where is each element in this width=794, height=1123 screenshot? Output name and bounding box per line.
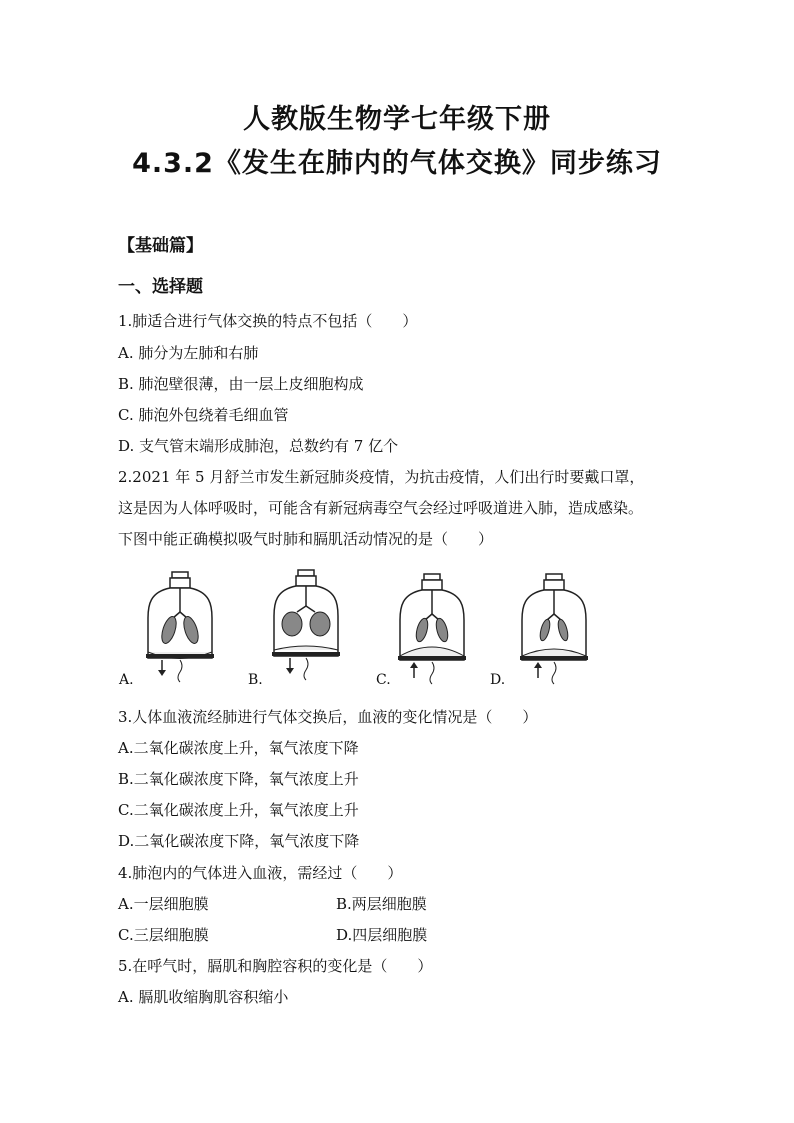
q4-option-d: D.四层细胞膜 <box>336 926 428 944</box>
bell-jar-figure-b <box>266 568 346 683</box>
bell-jar-figure-a <box>140 570 220 685</box>
figure-label-c: C. <box>376 672 391 688</box>
q2-stem-line3: 下图中能正确模拟吸气时肺和膈肌活动情况的是（ ） <box>118 530 494 548</box>
figure-label-b: B. <box>248 672 263 688</box>
q4-option-c: C.三层细胞膜 <box>118 926 209 944</box>
q3-option-d: D.二氧化碳浓度下降，氧气浓度下降 <box>118 832 360 850</box>
q2-stem-line2: 这是因为人体呼吸时，可能含有新冠病毒空气会经过呼吸道进入肺，造成感染。 <box>118 499 644 517</box>
q3-stem: 3.人体血液流经肺进行气体交换后，血液的变化情况是（ ） <box>118 708 538 726</box>
part-heading: 一、选择题 <box>118 277 203 297</box>
q5-option-a: A. 膈肌收缩胸肌容积缩小 <box>118 988 289 1006</box>
doc-title-line1: 人教版生物学七年级下册 <box>243 104 551 135</box>
q4-option-b: B.两层细胞膜 <box>336 895 427 913</box>
q1-stem: 1.肺适合进行气体交换的特点不包括（ ） <box>118 312 418 330</box>
section-heading: 【基础篇】 <box>118 236 203 256</box>
q1-option-a: A. 肺分为左肺和右肺 <box>118 344 259 362</box>
bell-jar-figure-c <box>392 572 472 687</box>
bell-jar-figure-d <box>514 572 594 687</box>
q3-option-b: B.二氧化碳浓度下降，氧气浓度上升 <box>118 770 359 788</box>
q1-option-c: C. 肺泡外包绕着毛细血管 <box>118 406 289 424</box>
q1-option-b: B. 肺泡壁很薄，由一层上皮细胞构成 <box>118 375 364 393</box>
q4-stem: 4.肺泡内的气体进入血液，需经过（ ） <box>118 864 403 882</box>
q5-stem: 5.在呼气时，膈肌和胸腔容积的变化是（ ） <box>118 957 433 975</box>
q2-stem-line1: 2.2021 年 5 月舒兰市发生新冠肺炎疫情，为抗击疫情，人们出行时要戴口罩， <box>118 468 645 486</box>
figure-label-a: A. <box>119 672 134 688</box>
q3-option-c: C.二氧化碳浓度上升，氧气浓度上升 <box>118 801 359 819</box>
q4-option-a: A.一层细胞膜 <box>118 895 209 913</box>
figure-label-d: D. <box>490 672 506 688</box>
q1-option-d: D. 支气管末端形成肺泡，总数约有 7 亿个 <box>118 437 399 455</box>
q3-option-a: A.二氧化碳浓度上升，氧气浓度下降 <box>118 739 359 757</box>
doc-title-line2: 4.3.2《发生在肺内的气体交换》同步练习 <box>132 148 662 179</box>
